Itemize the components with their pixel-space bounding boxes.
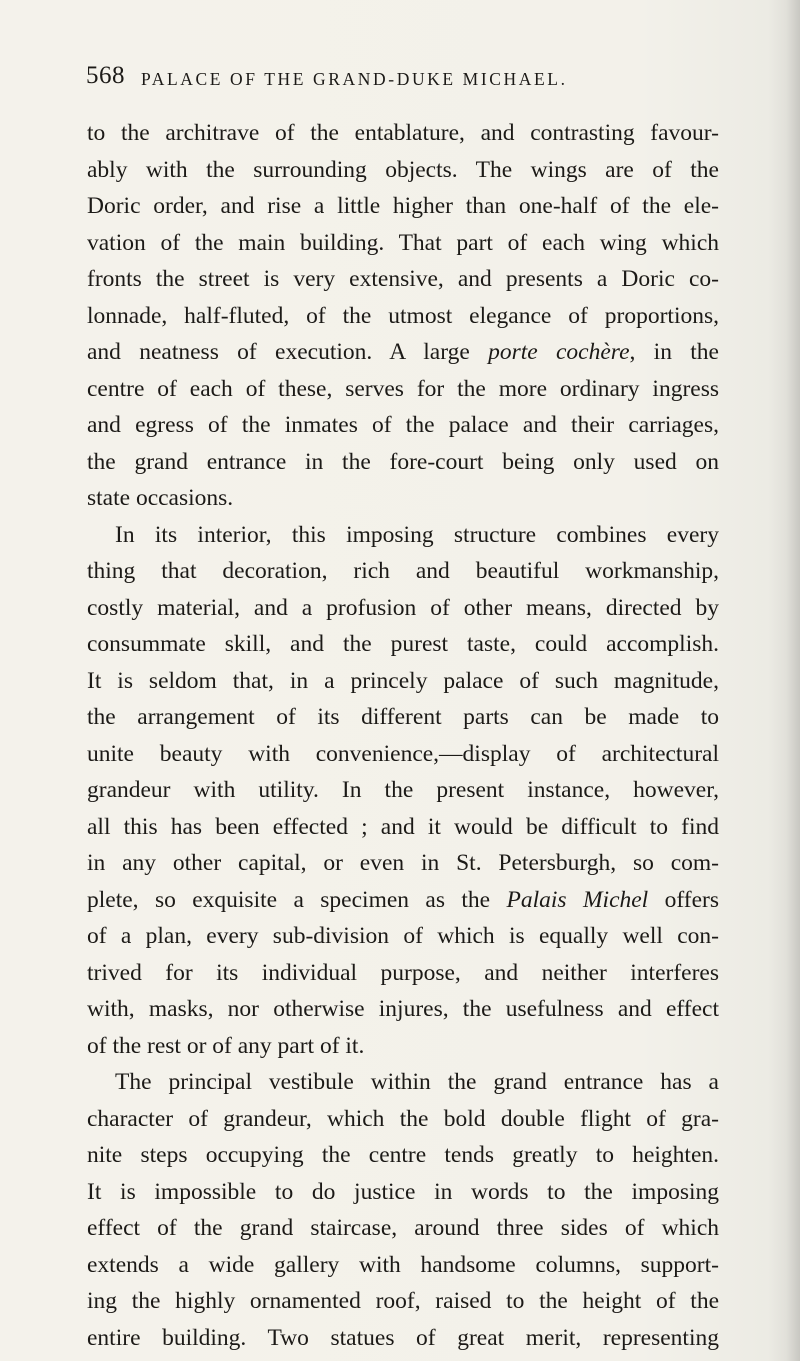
text-line: the grand entrance in the fore-court being only used on [87,448,719,475]
text-line: grandeur with utility. In the present instance, however, [87,777,719,803]
text-line: fronts the street is very extensive, and presents a Doric co- [87,266,719,292]
text-line: thing that decoration, rich and beautiful workmanship, [87,558,719,584]
running-head: PALACE OF THE GRAND-DUKE MICHAEL. [141,69,568,89]
text-line: consummate skill, and the purest taste, could accomplish. [87,631,719,657]
text-line: costly material, and a profusion of other means, directed by [87,594,719,621]
text-line: and egress of the inmates of the palace and their carriages, [87,412,719,438]
text-line: It is seldom that, in a princely palace of such magnitude, [87,667,719,694]
text-line: It is impossible to do justice in words to the imposing [87,1178,719,1205]
text-line: unite beauty with convenience,—display of architectural [87,740,719,767]
text-line [87,882,719,919]
text-line: vation of the main building. That part of each wing which [87,229,719,256]
text-line: Doric order, and rise a little higher than one-half of the ele- [87,193,719,219]
text-line: state occasions. [87,485,234,511]
text-line: effect of the grand staircase, around three sides of which [87,1215,719,1241]
text-line: centre of each of these, serves for the more ordinary ingress [87,375,719,402]
text-line: to the architrave of the entablature, and contrasting favour- [87,120,719,146]
text-line: extends a wide gallery with handsome columns, support- [87,1251,719,1278]
page-header [86,62,726,102]
italic-term: Palais Michel [506,886,649,913]
text-line: of a plan, every sub-division of which is equally well con- [87,923,719,949]
paragraph-start-line: The principal vestibule within the grand entrance has a [115,1069,719,1095]
text-line: with, masks, nor otherwise injures, the usefulness and effect [87,996,719,1022]
page-number: 568 [86,62,125,89]
text-run: offers [648,886,719,913]
text-line: nite steps occupying the centre tends greatly to heighten. [87,1142,719,1168]
text-line: all this has been effected ; and it would be difficult to find [87,813,719,840]
text-line: the arrangement of its different parts can be made to [87,704,719,730]
text-run: plete, so exquisite a specimen as the [87,886,507,913]
text-line: ing the highly ornamented roof, raised to the height of the [87,1288,719,1314]
text-line: entire building. Two statues of great merit, representing [87,1324,719,1351]
text-run: , in the [629,339,719,365]
text-line: character of grandeur, which the bold double flight of gra- [87,1105,719,1132]
italic-term: porte cochère [488,339,630,365]
paragraph-start-line: In its interior, this imposing structure combines every [115,521,719,548]
body-text [87,115,719,1356]
text-line: in any other capital, or even in St. Petersburgh, so com- [87,850,719,876]
text-line: ably with the surrounding objects. The wings are of the [87,156,719,183]
text-line: trived for its individual purpose, and neither interferes [87,959,719,986]
text-run: and neatness of execution. A large [87,339,489,365]
text-line: of the rest or of any part of it. [87,1032,365,1059]
text-line: lonnade, half-fluted, of the utmost elegance of proportions, [87,302,719,329]
page-edge-shadow [786,0,800,1361]
text-line [87,334,719,371]
